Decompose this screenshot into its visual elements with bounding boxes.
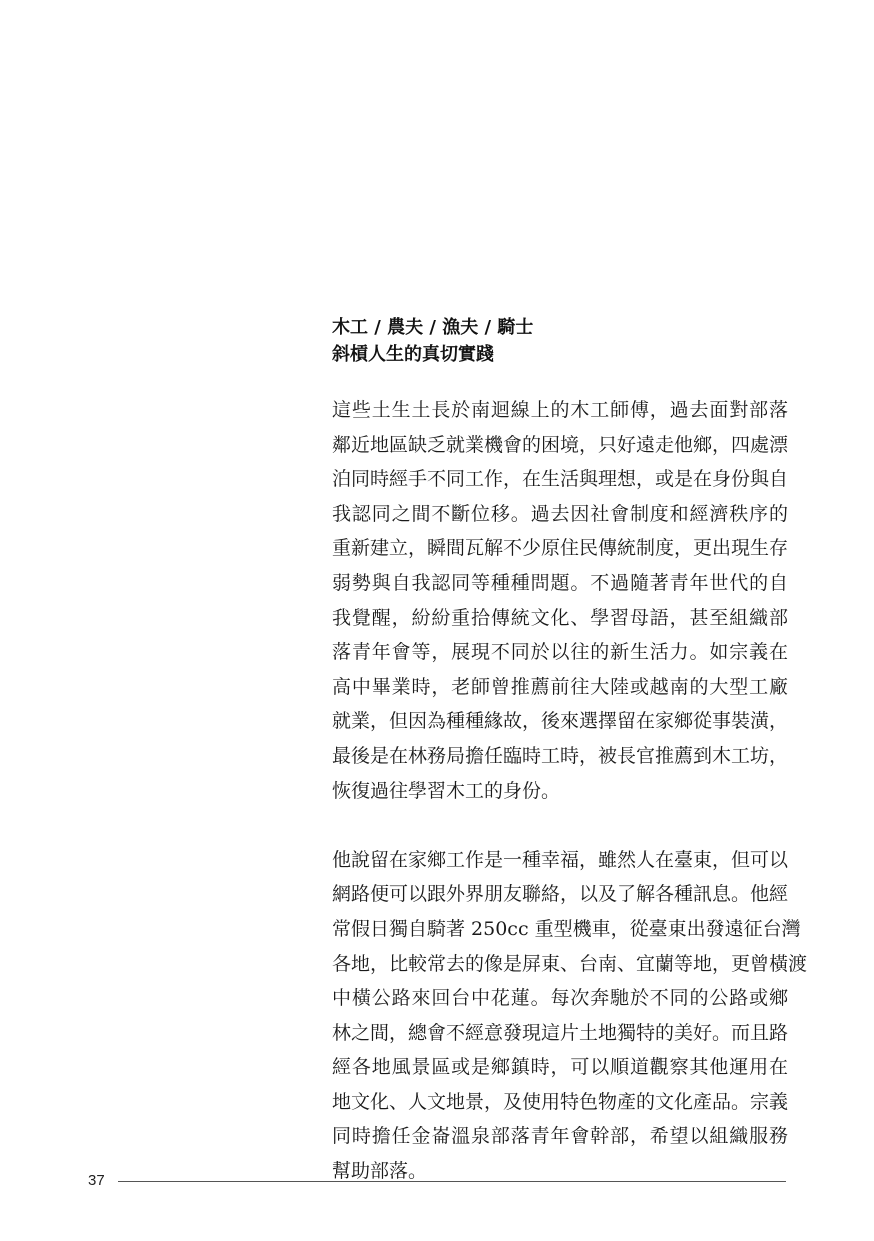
paragraph-line: 鄰近地區缺乏就業機會的困境，只好遠走他鄉，四處漂: [332, 433, 789, 456]
paragraph-line: 經各地風景區或是鄉鎮時，可以順道觀察其他運用在: [332, 1056, 788, 1079]
paragraph-line: 幫助部落。: [332, 1160, 428, 1183]
page-number: 37: [88, 1172, 105, 1189]
paragraph-line: 弱勢與自我認同等種種問題。不過隨著青年世代的自: [332, 571, 788, 594]
paragraph: [332, 843, 808, 1189]
paragraph-gap: [332, 808, 788, 843]
paragraph-line: 這些土生土長於南迴線上的木工師傅，過去面對部落: [332, 399, 788, 421]
paragraph-line: 泊同時經手不同工作，在生活與理想，或是在身份與自: [332, 468, 789, 491]
paragraph-line: 就業，但因為種種緣故，後來選擇留在家鄉從事裝潢，: [332, 710, 789, 733]
paragraph-line: 我認同之間不斷位移。過去因社會制度和經濟秩序的: [332, 502, 788, 525]
heading-line-2: 斜槓人生的真切實踐: [332, 344, 494, 365]
paragraph-line: 高中畢業時，老師曾推薦前往大陸或越南的大型工廠: [332, 675, 788, 698]
paragraph-line: 我覺醒，紛紛重拾傳統文化、學習母語，甚至組織部: [332, 606, 788, 629]
paragraph-line: 重新建立，瞬間瓦解不少原住民傳統制度，更出現生存: [332, 537, 789, 560]
paragraph-line: 中橫公路來回台中花蓮。每次奔馳於不同的公路或鄉: [332, 987, 788, 1010]
paragraph-line: 地文化、人文地景，及使用特色物產的文化產品。宗義: [332, 1090, 789, 1113]
paragraph-line: 他說留在家鄉工作是一種幸福，雖然人在臺東，但可以: [332, 848, 789, 871]
paragraph-line: 落青年會等，展現不同於以往的新生活力。如宗義在: [332, 641, 788, 664]
footer-rule: [118, 1181, 786, 1182]
paragraph-line: 同時擔任金崙溫泉部落青年會幹部，希望以組織服務: [332, 1125, 788, 1148]
paragraph-line: 最後是在林務局擔任臨時工時，被長官推薦到木工坊，: [332, 744, 789, 767]
paragraph-line: 網路便可以跟外界朋友聯絡，以及了解各種訊息。他經: [332, 883, 789, 906]
heading-line-1: 木工 / 農夫 / 漁夫 / 騎士: [332, 317, 534, 338]
paragraph-line: 常假日獨自騎著 250cc 重型機車，從臺東出發遠征台灣: [332, 917, 801, 940]
paragraph-line: 林之間，總會不經意發現這片土地獨特的美好。而且路: [332, 1021, 789, 1044]
paragraph: [332, 393, 788, 808]
section-heading: [332, 314, 792, 368]
body-text: [332, 393, 808, 1189]
paragraph-line: 各地，比較常去的像是屏東、台南、宜蘭等地，更曾橫渡: [332, 952, 808, 975]
paragraph-line: 恢復過往學習木工的身份。: [332, 779, 561, 802]
